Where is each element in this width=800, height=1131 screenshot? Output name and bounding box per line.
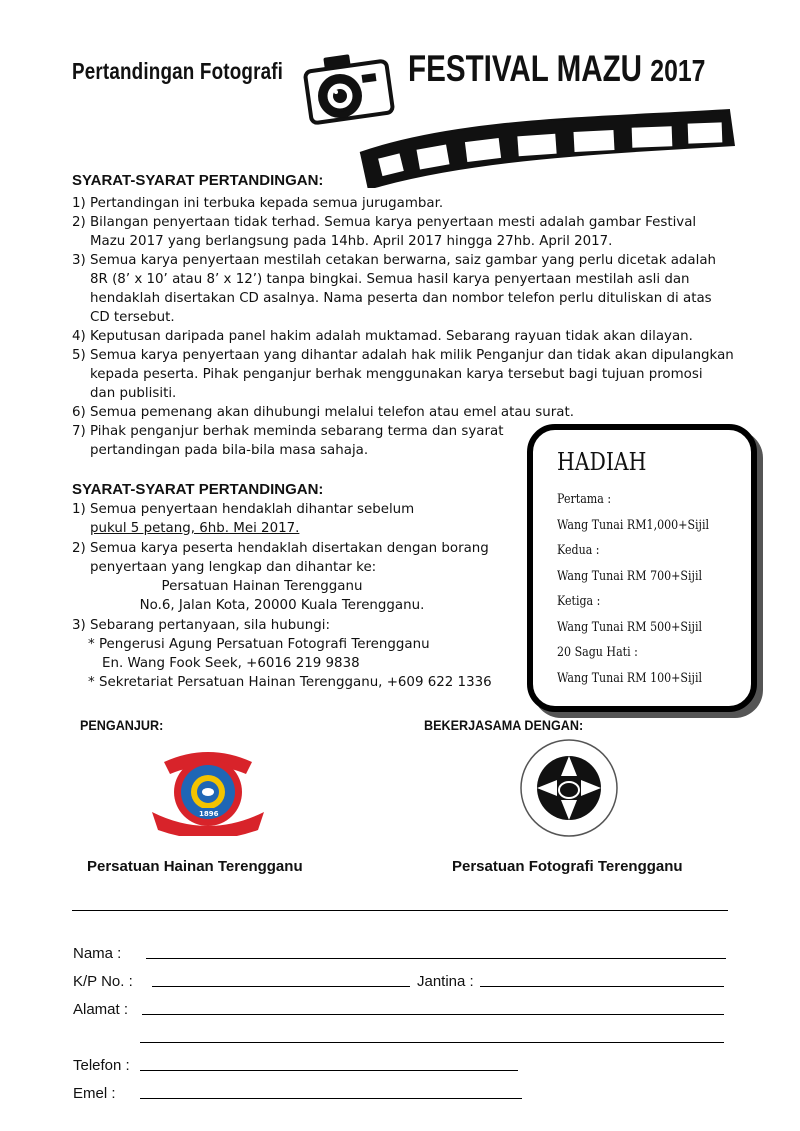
condition-line: CD tersebut.	[90, 310, 175, 325]
condition-line: 4) Keputusan daripada panel hakim adalah muktamad. Sebarang rayuan tidak akan dilayan.	[72, 329, 693, 344]
phone-label: Telefon :	[73, 1057, 130, 1074]
festival-title	[408, 48, 705, 90]
contact-line: En. Wang Fook Seek, +6016 219 9838	[102, 656, 360, 671]
condition-line: Mazu 2017 yang berlangsung pada 14hb. April 2017 hingga 27hb. April 2017.	[90, 234, 613, 249]
prize-amount: Wang Tunai RM 500+Sijil	[557, 620, 703, 635]
email-field[interactable]	[140, 1098, 522, 1099]
photography-association-logo	[517, 736, 621, 840]
address-line: Persatuan Hainan Terengganu	[161, 579, 363, 594]
section1-heading: SYARAT-SYARAT PERTANDINGAN:	[72, 172, 324, 189]
prize-rank: 20 Sagu Hati :	[557, 645, 638, 660]
condition-line: 8R (8’ x 10’ atau 8’ x 12’) tanpa bingkai. Semua hasil karya penyertaan mestilah asli dan	[90, 272, 690, 287]
submission-line: 1) Semua penyertaan hendaklah dihantar sebelum	[72, 502, 415, 517]
phone-field[interactable]	[140, 1070, 518, 1071]
condition-line: dan publisiti.	[90, 386, 177, 401]
camera-icon	[305, 54, 393, 123]
prize-box-title: HADIAH	[557, 448, 647, 476]
condition-line: pertandingan pada bila-bila masa sahaja.	[90, 443, 369, 458]
condition-line: kepada peserta. Pihak penganjur berhak menggunakan karya tersebut bagi tujuan promosi	[90, 367, 703, 382]
partner-name: Persatuan Fotografi Terengganu	[452, 858, 683, 875]
organizer-label: PENGANJUR:	[80, 717, 164, 733]
name-label: Nama :	[73, 945, 122, 962]
festival-year: 2017	[650, 53, 706, 88]
gender-field[interactable]	[480, 986, 724, 987]
submission-line: penyertaan yang lengkap dan dihantar ke:	[90, 560, 377, 575]
prize-amount: Wang Tunai RM1,000+Sijil	[557, 518, 710, 533]
ic-number-label: K/P No. :	[73, 973, 133, 990]
gender-label: Jantina :	[417, 973, 474, 990]
prize-amount: Wang Tunai RM 700+Sijil	[557, 569, 703, 584]
name-field[interactable]	[146, 958, 726, 959]
film-strip-icon	[360, 110, 735, 188]
submission-line: 2) Semua karya peserta hendaklah disertakan dengan borang	[72, 541, 489, 556]
condition-line: 5) Semua karya penyertaan yang dihantar adalah hak milik Penganjur dan tidak akan dipulangkan	[72, 348, 734, 363]
prize-rank: Kedua :	[557, 543, 600, 558]
festival-title-text: FESTIVAL MAZU	[408, 48, 643, 89]
prize-amount: Wang Tunai RM 100+Sijil	[557, 671, 703, 686]
address-line: No.6, Jalan Kota, 20000 Kuala Terengganu.	[139, 598, 425, 613]
section2-heading: SYARAT-SYARAT PERTANDINGAN:	[72, 481, 324, 498]
email-label: Emel :	[73, 1085, 116, 1102]
organizer-name: Persatuan Hainan Terengganu	[87, 858, 303, 875]
address-field-line2[interactable]	[140, 1042, 724, 1043]
contact-line: * Sekretariat Persatuan Hainan Terengganu, +609 622 1336	[88, 675, 492, 690]
condition-line: 1) Pertandingan ini terbuka kepada semua jurugambar.	[72, 196, 444, 211]
prize-box	[527, 424, 757, 712]
competition-subtitle: Pertandingan Fotografi	[72, 58, 284, 84]
hainan-logo-year: 1896	[199, 810, 219, 818]
address-label: Alamat :	[73, 1001, 129, 1018]
contact-line: * Pengerusi Agung Persatuan Fotografi Terengganu	[88, 637, 430, 652]
condition-line: hendaklah disertakan CD asalnya. Nama peserta dan nombor telefon perlu dituliskan di atas	[90, 291, 712, 306]
condition-line: 6) Semua pemenang akan dihubungi melalui telefon atau emel atau surat.	[72, 405, 574, 420]
partner-label: BEKERJASAMA DENGAN:	[424, 717, 584, 733]
condition-line: 3) Semua karya penyertaan mestilah cetakan berwarna, saiz gambar yang perlu dicetak adalah	[72, 253, 717, 268]
form-divider	[72, 910, 728, 911]
condition-line: 2) Bilangan penyertaan tidak terhad. Semua karya penyertaan mesti adalah gambar Festival	[72, 215, 697, 230]
submission-line: 3) Sebarang pertanyaan, sila hubungi:	[72, 618, 330, 633]
hainan-association-logo	[150, 738, 266, 836]
prize-rank: Ketiga :	[557, 594, 601, 609]
condition-line: 7) Pihak penganjur berhak meminda sebarang terma dan syarat	[72, 424, 504, 439]
prize-rank: Pertama :	[557, 492, 612, 507]
submission-list	[72, 500, 522, 695]
ic-number-field[interactable]	[152, 986, 410, 987]
address-field[interactable]	[142, 1014, 724, 1015]
deadline-line: pukul 5 petang, 6hb. Mei 2017.	[90, 521, 300, 536]
